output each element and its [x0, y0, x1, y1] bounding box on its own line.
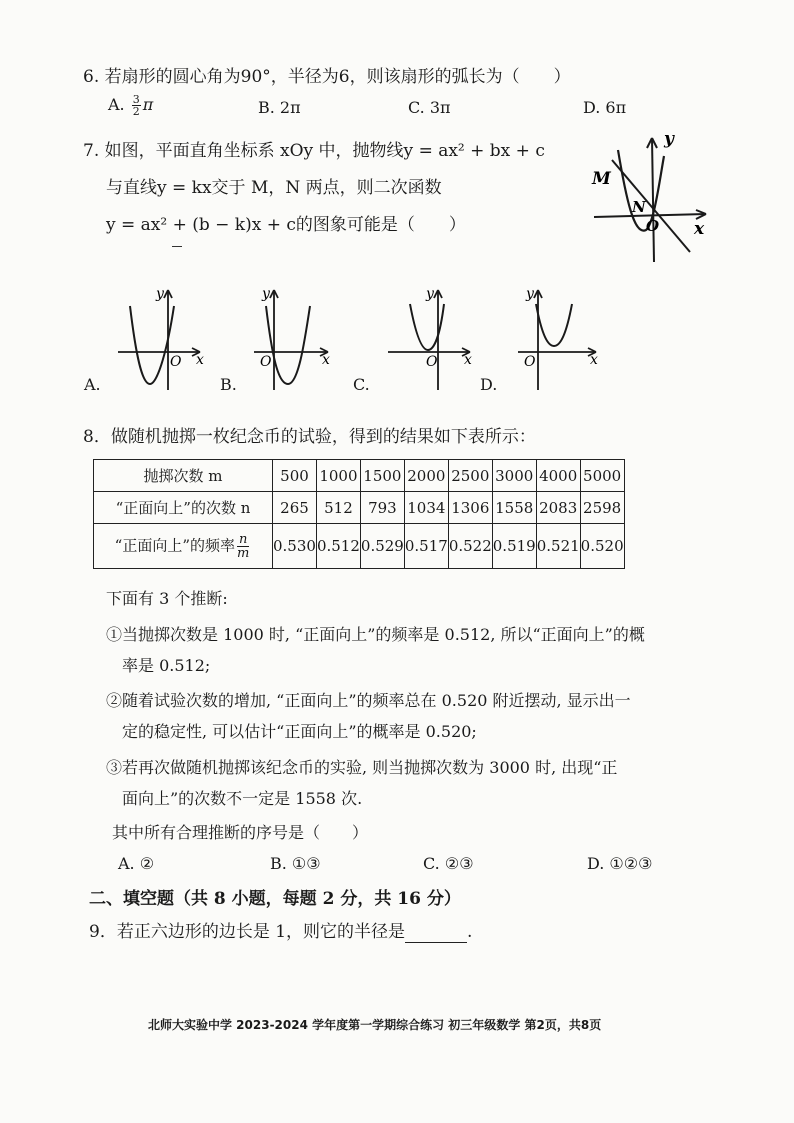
stray-mark — [172, 246, 182, 247]
table-cell: 500 — [273, 460, 317, 492]
line-y-kx — [612, 160, 690, 252]
section-fill-in-title: 二、填空题（共 8 小题，每题 2 分，共 16 分） — [89, 889, 461, 909]
freq-label-text: “正面向上”的频率 — [114, 536, 235, 554]
q7-graph-d — [514, 286, 606, 394]
table-cell: 0.517 — [404, 524, 448, 569]
q8-statement-2b: 定的稳定性, 可以估计“正面向上”的概率是 0.520; — [122, 722, 477, 741]
q7-graph-c — [384, 286, 480, 394]
table-cell: 1000 — [316, 460, 360, 492]
q9-end: . — [467, 922, 473, 942]
freq-fraction — [237, 533, 249, 560]
table-cell: 0.520 — [580, 524, 624, 569]
q6-stem: 6. 若扇形的圆心角为90°，半径为6，则该扇形的弧长为（ ） — [83, 67, 571, 87]
table-header-freq — [94, 524, 273, 569]
q7-line2: 与直线y = kx交于 M，N 两点，则二次函数 — [106, 178, 442, 198]
table-cell: 0.522 — [448, 524, 492, 569]
graph-d-x-label: x — [590, 352, 598, 368]
q7-option-d-label: D. — [480, 375, 498, 394]
graph-a-x-label: x — [196, 352, 204, 368]
table-row — [94, 492, 625, 524]
table-cell: 2500 — [448, 460, 492, 492]
page-footer: 北师大实验中学 2023-2024 学年度第一学期综合练习 初三年级数学 第2页，共8页 — [148, 1018, 602, 1032]
fig-n-label: N — [632, 198, 646, 216]
q9-answer-blank[interactable] — [405, 926, 467, 943]
graph-d-o-label: O — [524, 354, 536, 370]
q8-option-b: B. ①③ — [270, 854, 321, 873]
table-cell: 0.519 — [492, 524, 536, 569]
q6-option-a — [108, 94, 153, 117]
fig-x-label: x — [694, 219, 705, 239]
q8-data-table — [93, 459, 625, 569]
q8-stem: 8．做随机抛掷一枚纪念币的试验，得到的结果如下表所示： — [83, 427, 536, 447]
freq-den: m — [237, 545, 250, 561]
q6-a-num: 3 — [132, 93, 140, 106]
q8-option-d: D. ①②③ — [587, 854, 653, 873]
table-header-n: “正面向上”的次数 n — [94, 492, 273, 524]
table-cell: 0.512 — [316, 524, 360, 569]
fig-m-label: M — [592, 169, 611, 189]
graph-a-o-label: O — [170, 354, 182, 370]
table-row — [94, 460, 625, 492]
q7-graph-a — [112, 286, 210, 394]
q6-option-a-label: A. — [108, 95, 125, 114]
q7-option-b-label: B. — [220, 375, 237, 394]
q6-option-c: C. 3π — [408, 98, 451, 117]
q8-statement-1a: ①当抛掷次数是 1000 时, “正面向上”的频率是 0.512, 所以“正面向上”的概 — [106, 625, 645, 644]
table-header-m: 抛掷次数 m — [94, 460, 273, 492]
q9-line — [89, 921, 472, 943]
q8-statement-1b: 率是 0.512; — [122, 656, 211, 675]
table-cell: 0.521 — [536, 524, 580, 569]
graph-c-y-label: y — [426, 286, 434, 302]
graph-d-curve — [536, 304, 572, 346]
table-cell: 793 — [360, 492, 404, 524]
q6-option-b: B. 2π — [258, 98, 301, 117]
table-cell: 5000 — [580, 460, 624, 492]
table-cell: 2000 — [404, 460, 448, 492]
table-cell: 4000 — [536, 460, 580, 492]
q8-statement-2a: ②随着试验次数的增加, “正面向上”的频率总在 0.520 附近摆动, 显示出一 — [106, 691, 631, 710]
table-cell: 1558 — [492, 492, 536, 524]
fig-y-label: y — [664, 129, 674, 149]
graph-a-y-label: y — [156, 286, 164, 302]
table-cell: 0.530 — [273, 524, 317, 569]
table-cell: 1306 — [448, 492, 492, 524]
q8-option-a: A. ② — [118, 854, 155, 873]
table-cell: 512 — [316, 492, 360, 524]
q8-statement-3a: ③若再次做随机抛掷该纪念币的实验, 则当抛掷次数为 3000 时, 出现“正 — [106, 758, 618, 777]
graph-b-o-label: O — [260, 354, 272, 370]
q6-a-den: 2 — [132, 105, 140, 118]
q6-a-pi: π — [142, 95, 154, 114]
q8-option-c: C. ②③ — [423, 854, 474, 873]
q7-option-c-label: C. — [353, 375, 370, 394]
table-cell: 265 — [273, 492, 317, 524]
table-cell: 1034 — [404, 492, 448, 524]
table-cell: 2083 — [536, 492, 580, 524]
graph-b-x-label: x — [322, 352, 330, 368]
q7-option-a-label: A. — [84, 375, 101, 394]
graph-c-x-label: x — [464, 352, 472, 368]
q7-main-figure — [582, 128, 712, 268]
q8-ask: 其中所有合理推断的序号是（ ） — [112, 823, 369, 842]
fig-o-label: O — [646, 217, 660, 235]
q9-stem: 9．若正六边形的边长是 1，则它的半径是 — [89, 922, 406, 942]
q6-option-a-fraction — [132, 94, 141, 117]
table-cell: 3000 — [492, 460, 536, 492]
graph-b-y-label: y — [262, 286, 270, 302]
table-cell: 2598 — [580, 492, 624, 524]
q8-intro: 下面有 3 个推断: — [106, 589, 228, 608]
graph-c-o-label: O — [426, 354, 438, 370]
y-axis-line — [652, 138, 654, 262]
table-row — [94, 524, 625, 569]
q7-line1: 7. 如图，平面直角坐标系 xOy 中，抛物线y = ax² + bx + c — [83, 141, 545, 161]
graph-b-curve — [266, 306, 310, 384]
q8-statement-3b: 面向上”的次数不一定是 1558 次. — [122, 789, 363, 808]
q6-option-d: D. 6π — [583, 98, 627, 117]
graph-d-y-label: y — [526, 286, 534, 302]
freq-num: n — [238, 531, 248, 547]
table-cell: 0.529 — [360, 524, 404, 569]
q7-line3: y = ax² + (b − k)x + c的图象可能是（ ） — [106, 215, 466, 235]
table-cell: 1500 — [360, 460, 404, 492]
q7-graph-b — [250, 286, 340, 394]
